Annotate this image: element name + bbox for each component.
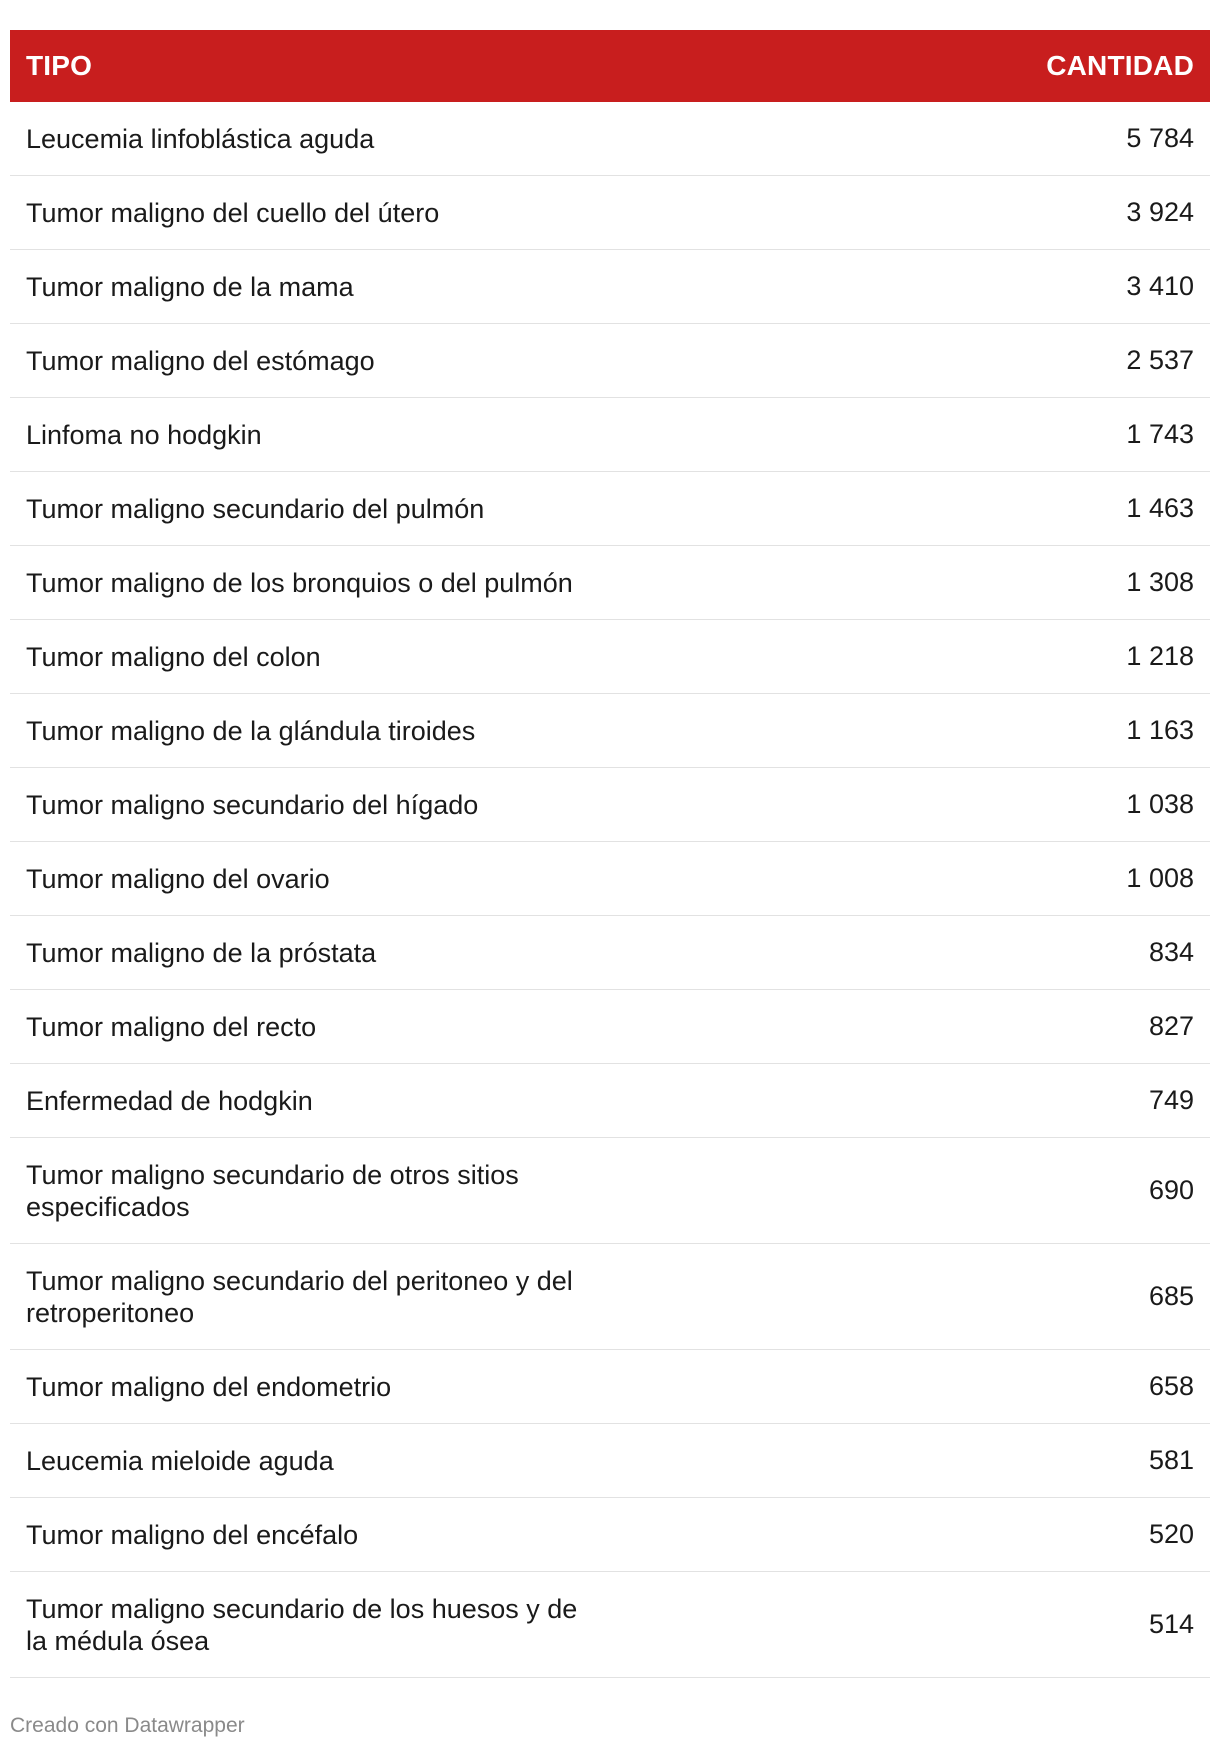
cell-tipo [10, 842, 610, 916]
table-row [10, 1244, 1210, 1350]
cell-tipo-text: Tumor maligno secundario del pulmón [26, 493, 485, 524]
cell-tipo-text: Leucemia mieloide aguda [26, 1445, 334, 1476]
cell-cantidad: 1 218 [610, 620, 1210, 694]
cell-tipo-text: Tumor maligno del cuello del útero [26, 197, 440, 228]
table-row [10, 768, 1210, 842]
table-row [10, 916, 1210, 990]
cell-cantidad: 1 038 [610, 768, 1210, 842]
cell-cantidad: 749 [610, 1064, 1210, 1138]
cell-cantidad: 520 [610, 1498, 1210, 1572]
table-row [10, 1350, 1210, 1424]
cell-tipo [10, 1572, 610, 1678]
table-row [10, 1424, 1210, 1498]
cell-tipo [10, 694, 610, 768]
table-row [10, 546, 1210, 620]
cell-tipo [10, 768, 610, 842]
cell-tipo [10, 1350, 610, 1424]
table-row [10, 694, 1210, 768]
cell-cantidad: 581 [610, 1424, 1210, 1498]
cell-tipo [10, 102, 610, 176]
cell-cantidad: 514 [610, 1572, 1210, 1678]
cell-tipo [10, 1244, 610, 1350]
cell-cantidad: 3 924 [610, 176, 1210, 250]
cell-cantidad: 827 [610, 990, 1210, 1064]
column-header-tipo[interactable]: TIPO [10, 30, 610, 102]
cell-cantidad: 5 784 [610, 102, 1210, 176]
cell-tipo [10, 1498, 610, 1572]
cell-cantidad: 2 537 [610, 324, 1210, 398]
table-body [10, 102, 1210, 1678]
table-row [10, 1572, 1210, 1678]
cell-tipo-text: Tumor maligno del endometrio [26, 1371, 392, 1402]
table-row [10, 250, 1210, 324]
cell-tipo-text: Linfoma no hodgkin [26, 419, 262, 450]
table-row [10, 102, 1210, 176]
cell-cantidad: 658 [610, 1350, 1210, 1424]
column-header-cantidad[interactable]: CANTIDAD [610, 30, 1210, 102]
cell-tipo-text: Tumor maligno del recto [26, 1011, 317, 1042]
cell-tipo [10, 620, 610, 694]
table-row [10, 842, 1210, 916]
table-row [10, 176, 1210, 250]
cell-tipo-text: Tumor maligno de la próstata [26, 937, 377, 968]
cell-tipo-text: Tumor maligno de los bronquios o del pulmón [26, 567, 573, 598]
cell-tipo-text: Leucemia linfoblástica aguda [26, 123, 375, 154]
cell-tipo [10, 472, 610, 546]
table-row [10, 990, 1210, 1064]
cell-tipo-text: Tumor maligno secundario de otros sitios especificados [26, 1159, 519, 1222]
cell-tipo [10, 250, 610, 324]
table-row [10, 1064, 1210, 1138]
cell-tipo [10, 990, 610, 1064]
cell-tipo [10, 1424, 610, 1498]
cell-tipo-text: Enfermedad de hodgkin [26, 1085, 313, 1116]
cell-cantidad: 1 308 [610, 546, 1210, 620]
cell-tipo [10, 546, 610, 620]
table-row [10, 398, 1210, 472]
cell-tipo-text: Tumor maligno del encéfalo [26, 1519, 359, 1550]
cell-tipo-text: Tumor maligno del estómago [26, 345, 375, 376]
table-row [10, 1498, 1210, 1572]
header-row [10, 30, 1210, 102]
table-row [10, 324, 1210, 398]
cell-cantidad: 3 410 [610, 250, 1210, 324]
cell-tipo [10, 176, 610, 250]
cell-cantidad: 690 [610, 1138, 1210, 1244]
cell-tipo-text: Tumor maligno del ovario [26, 863, 330, 894]
cell-tipo [10, 324, 610, 398]
cell-cantidad: 685 [610, 1244, 1210, 1350]
cell-tipo-text: Tumor maligno secundario del hígado [26, 789, 479, 820]
cell-tipo [10, 1138, 610, 1244]
footer-credit: Creado con Datawrapper [10, 1714, 245, 1737]
cell-cantidad: 1 463 [610, 472, 1210, 546]
table-row [10, 620, 1210, 694]
table-header [10, 30, 1210, 102]
cell-tipo [10, 916, 610, 990]
cell-tipo-text: Tumor maligno de la mama [26, 271, 354, 302]
data-table [10, 30, 1210, 1678]
table-row [10, 472, 1210, 546]
cell-tipo-text: Tumor maligno secundario del peritoneo y del retroperitoneo [26, 1265, 573, 1328]
cell-tipo-text: Tumor maligno secundario de los huesos y de la médula ósea [26, 1593, 578, 1656]
cell-cantidad: 1 163 [610, 694, 1210, 768]
cell-tipo [10, 1064, 610, 1138]
table-row [10, 1138, 1210, 1244]
cell-tipo-text: Tumor maligno del colon [26, 641, 321, 672]
cell-tipo-text: Tumor maligno de la glándula tiroides [26, 715, 476, 746]
data-table-container [10, 30, 1210, 1678]
cell-cantidad: 1 008 [610, 842, 1210, 916]
cell-tipo [10, 398, 610, 472]
cell-cantidad: 1 743 [610, 398, 1210, 472]
cell-cantidad: 834 [610, 916, 1210, 990]
